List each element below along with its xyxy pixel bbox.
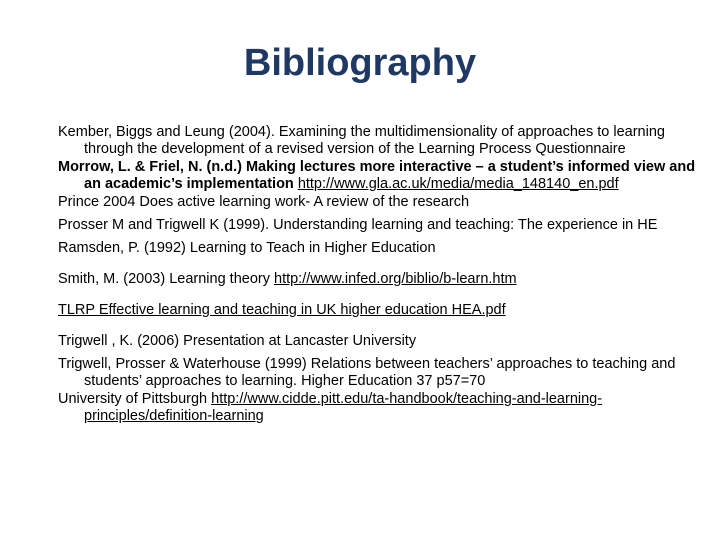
reference-text: Prosser M and Trigwell K (1999). Understanding learning and teaching: The experience in HE <box>58 217 658 233</box>
reference-text: Morrow, L. & Friel, N. (n.d.) Making lectures more interactive – a student’s informed view and an academic’s implementation <box>58 159 696 192</box>
reference-smith <box>58 271 706 288</box>
reference-kember <box>58 124 706 158</box>
reference-text: Ramsden, P. (1992) Learning to Teach in Higher Education <box>58 240 436 256</box>
page-title: Bibliography <box>243 42 477 84</box>
reference-prince <box>58 194 706 211</box>
reference-link[interactable]: http://www.infed.org/biblio/b-learn.htm <box>274 271 517 287</box>
reference-text: Smith, M. (2003) Learning theory <box>58 271 274 287</box>
reference-link[interactable]: TLRP Effective learning and teaching in UK higher education HEA.pdf <box>58 302 506 318</box>
reference-text: Prince 2004 Does active learning work- A review of the research <box>58 194 470 210</box>
reference-pittsburgh <box>58 391 706 425</box>
reference-morrow <box>58 159 706 193</box>
reference-trigwell-1999 <box>58 356 706 390</box>
reference-link[interactable]: http://www.cidde.pitt.edu/ta-handbook/teaching-and-learning-principles/definition-learning <box>84 391 603 424</box>
reference-tlrp <box>58 302 706 319</box>
reference-text: Trigwell, Prosser & Waterhouse (1999) Relations between teachers’ approaches to teaching and students’ approaches to learning. Higher Education 37 p57=70 <box>58 356 676 389</box>
reference-ramsden <box>58 240 706 257</box>
reference-prosser <box>58 217 706 234</box>
reference-list <box>58 124 706 431</box>
reference-text: Kember, Biggs and Leung (2004). Examining the multidimensionality of approaches to learning through the development of a revised version of the Learning Process Questionnaire <box>58 124 665 157</box>
reference-trigwell-2006 <box>58 333 706 350</box>
reference-text: Trigwell , K. (2006) Presentation at Lancaster University <box>58 333 417 349</box>
reference-text: University of Pittsburgh <box>58 391 212 407</box>
reference-link[interactable]: http://www.gla.ac.uk/media/media_148140_en.pdf <box>297 176 619 192</box>
